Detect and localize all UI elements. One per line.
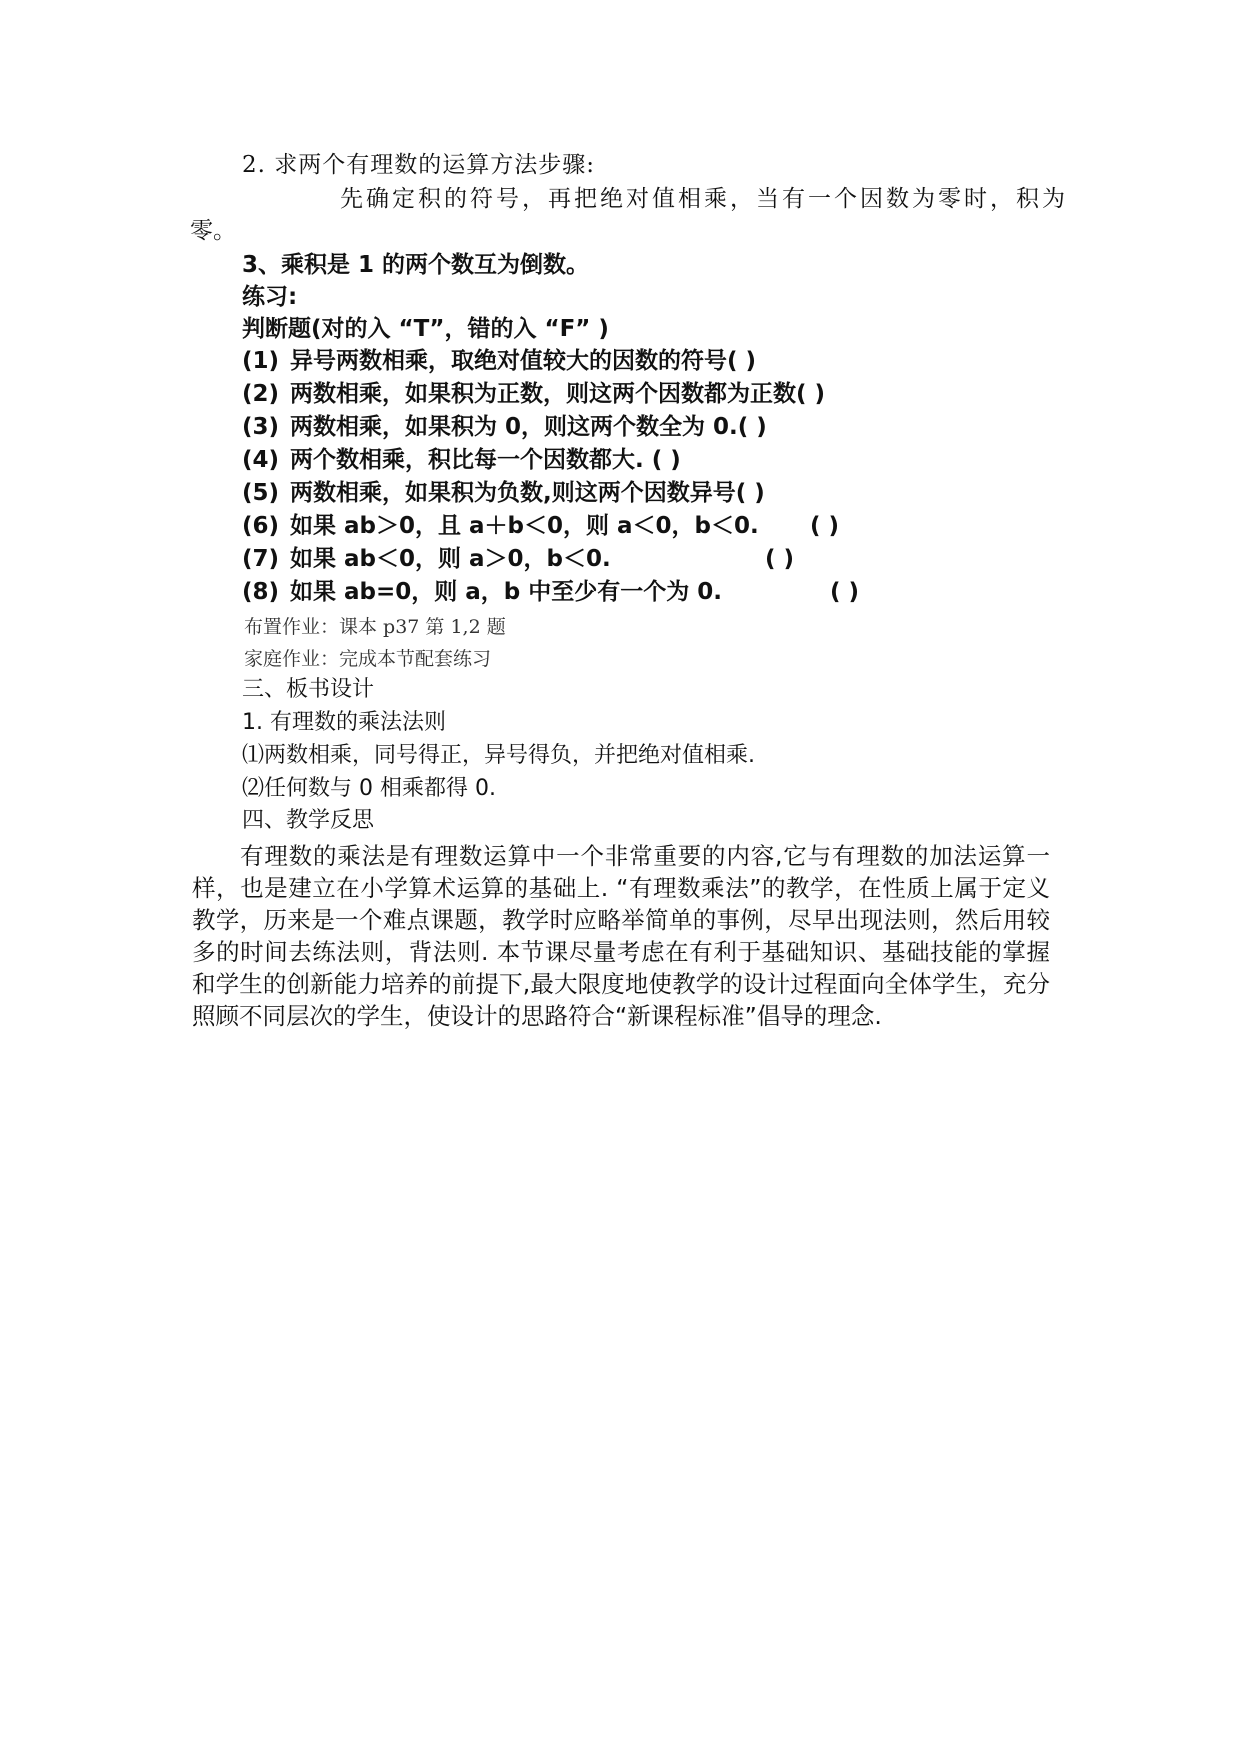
answer-blank[interactable]: ( ) (830, 579, 860, 605)
section3-statement: 3、乘积是 1 的两个数互为倒数。 (242, 252, 590, 278)
reflection-paragraph: 有理数的乘法是有理数运算中一个非常重要的内容,它与有理数的加法运算一样，也是建立在小学算术运算的基础上. “有理数乘法”的教学，在性质上属于定义教学，历来是一个难点课题，教学时应略举简单的事例，尽早出现法则，然后用较多的时间去练法则，背法则. 本节课尽量考虑在有利于基础知识、基础技能的掌握和学生的创新能力培养的前提下,最大限度地使教学的设计过程面向全体学生，充分照顾不同层次的学生，使设计的思路符合“新课程标准”倡导的理念. (192, 842, 1050, 1030)
question-item-4 (242, 445, 681, 475)
question-item-2 (242, 379, 825, 409)
question-text: 如果 ab＞0，且 a＋b＜0，则 a＜0，b＜0. (290, 513, 759, 539)
reflection-heading: 四、教学反思 (242, 808, 375, 833)
question-item-1 (242, 346, 756, 376)
rule-two: ⑵任何数与 0 相乘都得 0. (242, 776, 496, 801)
rule-one: ⑴两数相乘，同号得正，异号得负，并把绝对值相乘. (242, 743, 755, 768)
homework-assigned: 布置作业：课本 p37 第 1,2 题 (244, 616, 506, 638)
question-number: (6) (242, 513, 280, 539)
question-number: (4) (242, 447, 280, 473)
question-text: 异号两数相乘，取绝对值较大的因数的符号( ) (290, 348, 757, 374)
question-number: (3) (242, 414, 280, 440)
question-number: (7) (242, 546, 280, 572)
question-text: 两个数相乘，积比每一个因数都大. ( ) (290, 447, 681, 473)
question-item-8 (242, 577, 942, 607)
answer-blank[interactable]: ( ) (810, 513, 840, 539)
question-item-3 (242, 412, 767, 442)
question-item-7 (242, 544, 942, 574)
question-text: 两数相乘，如果积为正数，则这两个因数都为正数( ) (290, 381, 826, 407)
practice-label: 练习: (242, 284, 298, 310)
question-number: (5) (242, 480, 280, 506)
question-text: 如果 ab＜0，则 a＞0，b＜0. (290, 546, 611, 572)
question-item-5 (242, 478, 765, 508)
homework-family: 家庭作业：完成本节配套练习 (244, 648, 492, 670)
question-number: (2) (242, 381, 280, 407)
section2-body-line1: 先确定积的符号，再把绝对值相乘，当有一个因数为零时，积为 (340, 186, 1068, 212)
question-number: (8) (242, 579, 280, 605)
section2-body-line2: 零。 (190, 218, 236, 244)
answer-blank[interactable]: ( ) (765, 546, 795, 572)
question-item-6 (242, 511, 942, 541)
question-text: 两数相乘，如果积为负数,则这两个因数异号( ) (290, 480, 765, 506)
question-number: (1) (242, 348, 280, 374)
section2-heading: 2. 求两个有理数的运算方法步骤: (242, 152, 596, 178)
rule-title: 1. 有理数的乘法法则 (242, 710, 446, 735)
board-design-heading: 三、板书设计 (242, 677, 375, 702)
judge-title: 判断题(对的入 “T”，错的入 “F” ) (242, 316, 609, 342)
question-text: 如果 ab=0，则 a，b 中至少有一个为 0. (290, 579, 723, 605)
question-text: 两数相乘，如果积为 0，则这两个数全为 0.( ) (290, 414, 767, 440)
